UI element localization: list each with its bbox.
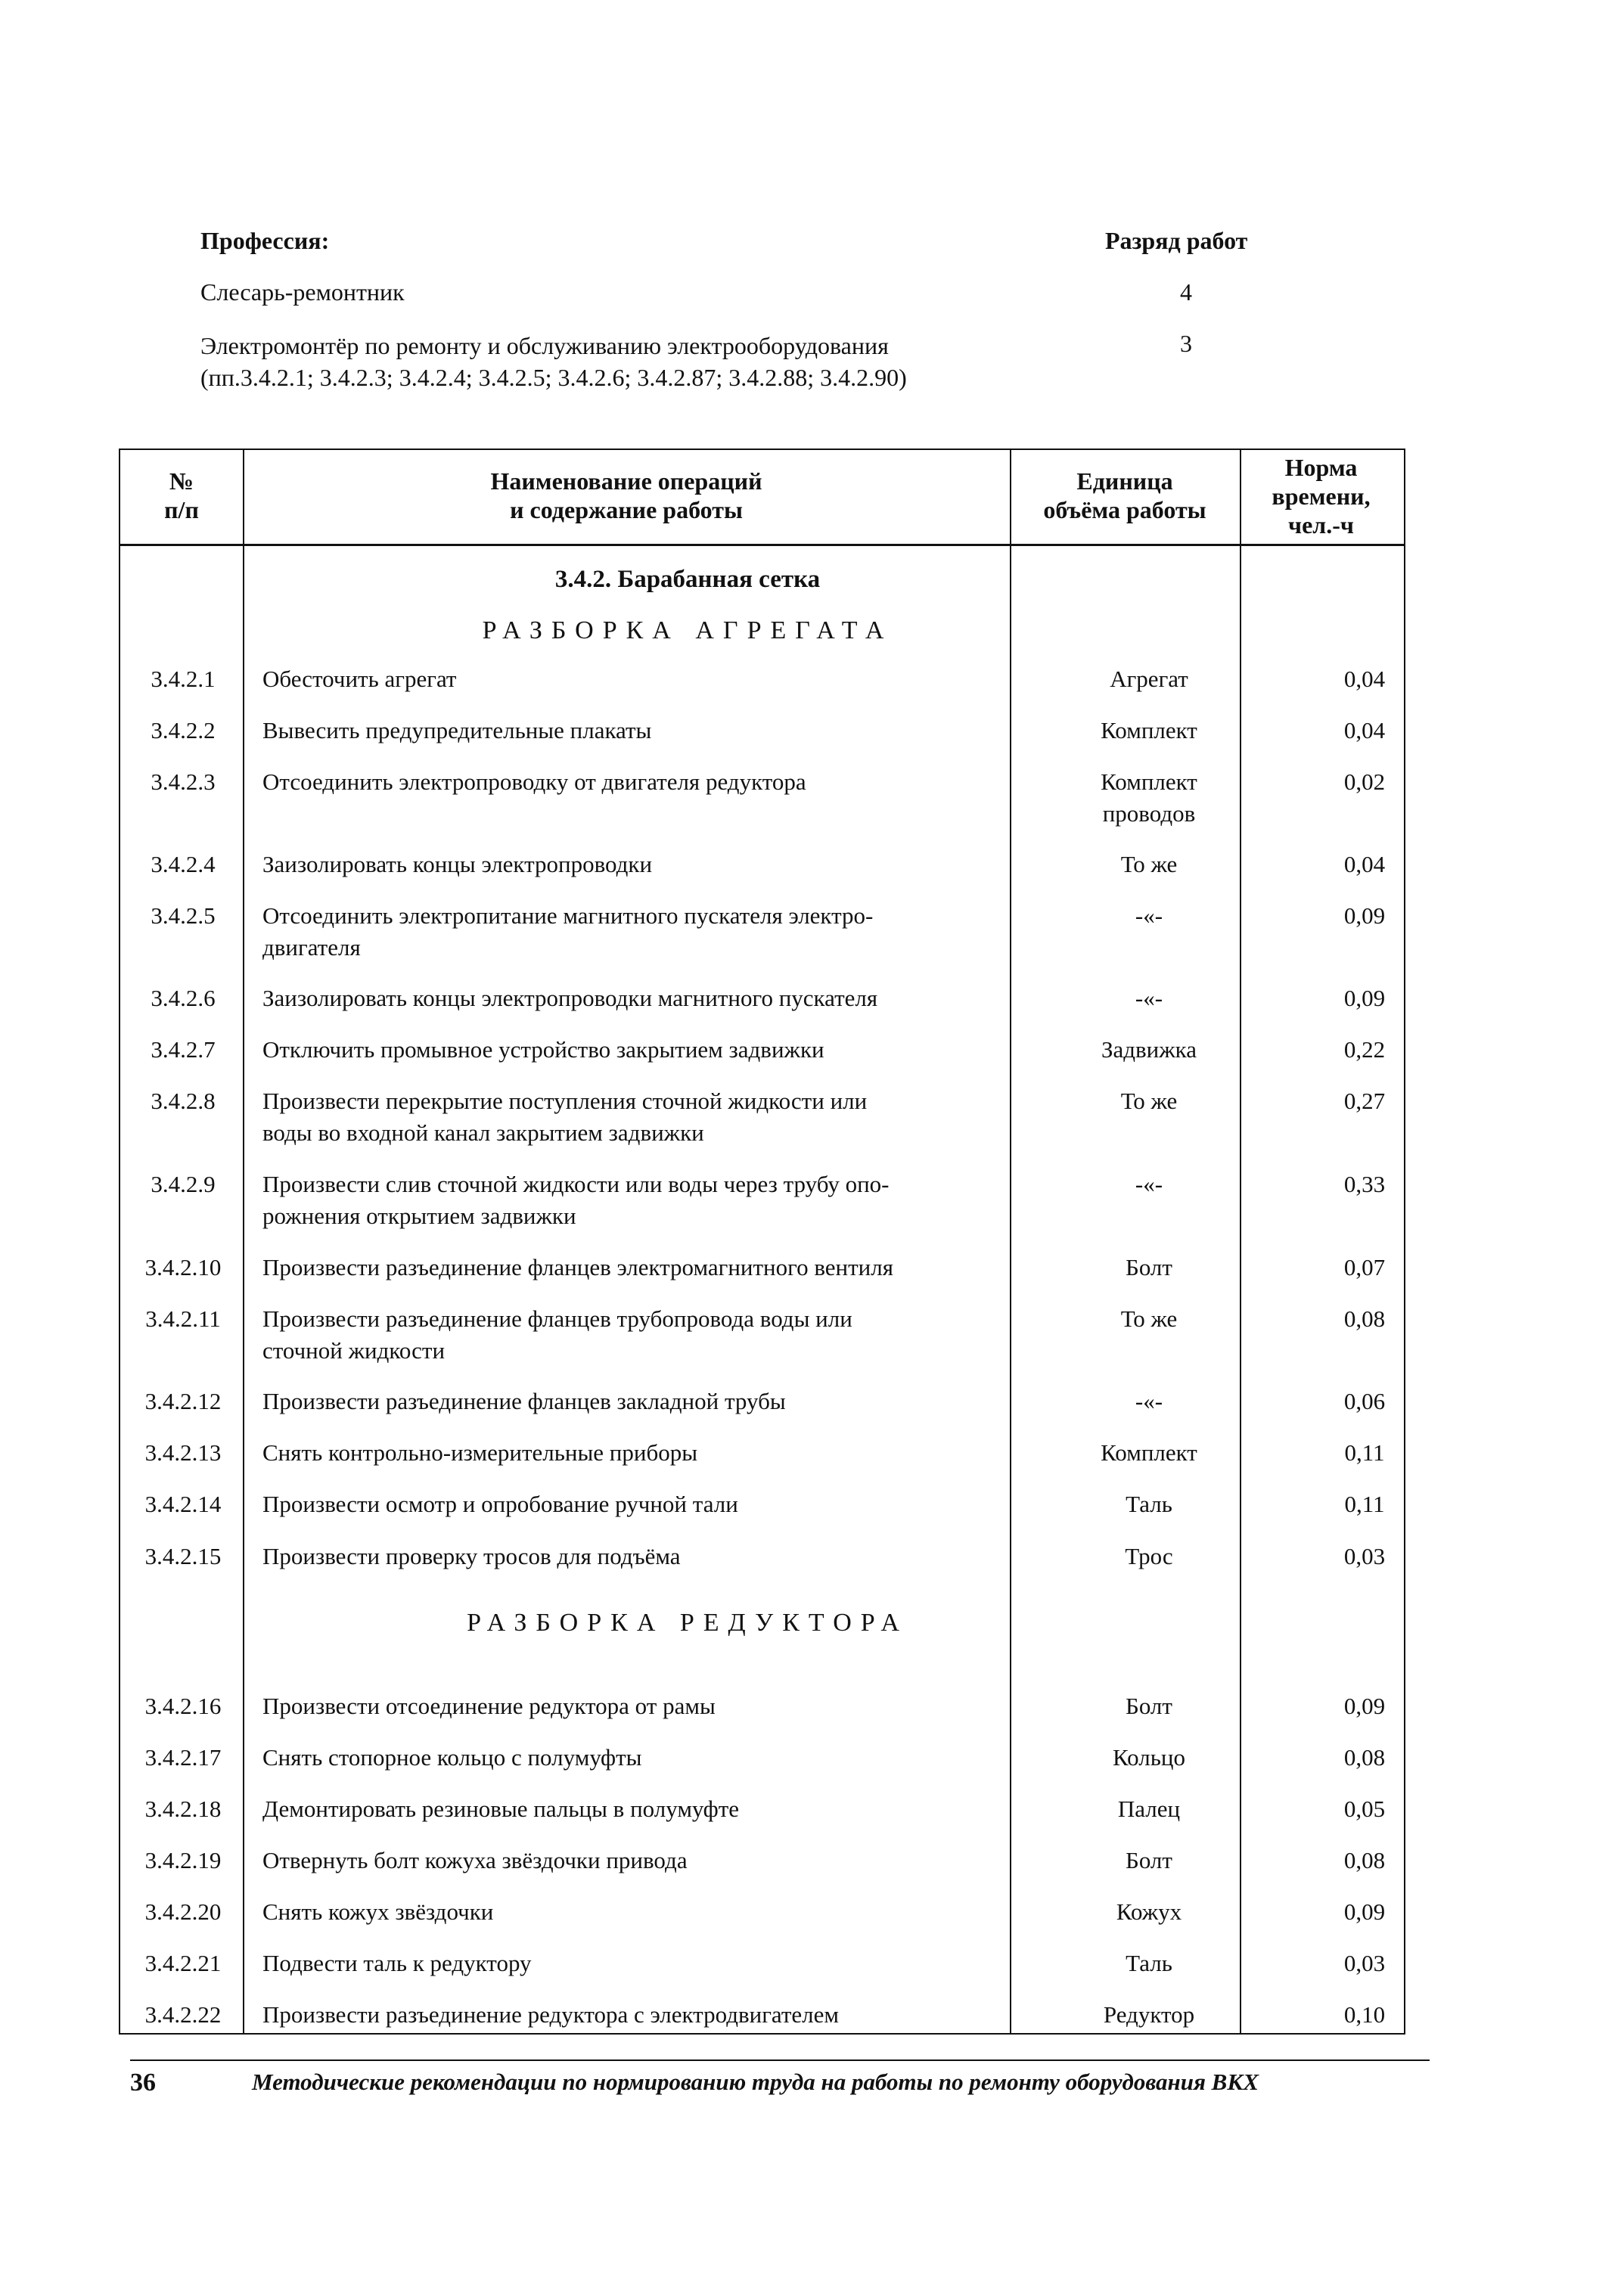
- unit-of-work: Болт: [1126, 1254, 1172, 1280]
- operation-name: Вывесить предупредительные плакаты: [262, 717, 652, 743]
- unit-of-work: -«-: [1135, 1171, 1163, 1197]
- time-norm: 0,09: [1343, 1693, 1386, 1719]
- row-number: 3.4.2.9: [151, 1171, 216, 1197]
- operation-name: Произвести отсоединение редуктора от рамы: [262, 1693, 716, 1719]
- row-number: 3.4.2.14: [144, 1491, 222, 1517]
- operation-name: Отсоединить электропитание магнитного пускателя электро-: [262, 902, 874, 929]
- row-number: 3.4.2.6: [151, 985, 216, 1011]
- operation-name-continued: сточной жидкости: [262, 1337, 446, 1364]
- operation-name: Снять стопорное кольцо с полумуфты: [262, 1744, 642, 1771]
- unit-of-work: Агрегат: [1110, 666, 1188, 692]
- time-norm: 0,08: [1343, 1744, 1386, 1771]
- time-norm: 0,05: [1343, 1796, 1386, 1822]
- unit-of-work: Палец: [1117, 1796, 1181, 1822]
- row-number: 3.4.2.8: [151, 1088, 216, 1114]
- row-number: 3.4.2.15: [144, 1543, 222, 1569]
- column-header-num-line2: п/п: [164, 496, 199, 523]
- column-header-norm-line2: времени,: [1272, 483, 1371, 510]
- profession-grade: 3: [1180, 330, 1192, 357]
- operation-name: Произвести разъединение фланцев электромагнитного вентиля: [262, 1254, 894, 1280]
- time-norm: 0,04: [1343, 717, 1386, 743]
- profession-name: [200, 330, 907, 393]
- operation-name-continued: воды во входной канал закрытием задвижки: [262, 1119, 704, 1146]
- unit-of-work: -«-: [1135, 1388, 1163, 1414]
- time-norm: 0,33: [1343, 1171, 1386, 1197]
- operation-name: Отвернуть болт кожуха звёздочки привода: [262, 1847, 688, 1873]
- operation-name: Произвести перекрытие поступления сточной жидкости или: [262, 1088, 868, 1114]
- time-norm: 0,08: [1343, 1847, 1386, 1873]
- operation-name: Заизолировать концы электропроводки: [262, 851, 653, 877]
- column-header-norm: [1240, 453, 1402, 539]
- time-norm: 0,07: [1343, 1254, 1386, 1280]
- profession-name: Слесарь-ремонтник: [200, 278, 405, 306]
- column-header-norm-line1: Норма: [1284, 454, 1358, 481]
- column-header-name-line2: и содержание работы: [510, 496, 743, 523]
- operation-name: Произвести проверку тросов для подъёма: [262, 1543, 681, 1569]
- operation-name: Снять кожух звёздочки: [262, 1898, 494, 1925]
- column-header-num: [120, 467, 243, 524]
- unit-of-work: То же: [1120, 1305, 1178, 1332]
- time-norm: 0,08: [1343, 1305, 1386, 1332]
- unit-of-work: Задвижка: [1101, 1036, 1197, 1063]
- operation-name: Произвести осмотр и опробование ручной тали: [262, 1491, 738, 1517]
- unit-of-work: -«-: [1135, 902, 1163, 929]
- column-header-num-line1: №: [169, 467, 194, 495]
- section-title: 3.4.2. Барабанная сетка: [554, 566, 821, 593]
- unit-of-work: Редуктор: [1103, 2001, 1195, 2028]
- operation-name: Заизолировать концы электропроводки магнитного пускателя: [262, 985, 878, 1011]
- row-number: 3.4.2.18: [144, 1796, 222, 1822]
- operation-name: Снять контрольно-измерительные приборы: [262, 1439, 698, 1466]
- time-norm: 0,22: [1343, 1036, 1386, 1063]
- unit-of-work: Кольцо: [1113, 1744, 1185, 1771]
- row-number: 3.4.2.4: [151, 851, 216, 877]
- unit-of-work: То же: [1120, 851, 1178, 877]
- operation-name: Произвести разъединение фланцев закладной трубы: [262, 1388, 786, 1414]
- unit-of-work: Трос: [1125, 1543, 1173, 1569]
- operation-name: Отключить промывное устройство закрытием задвижки: [262, 1036, 824, 1063]
- grade-label: Разряд работ: [1105, 227, 1248, 254]
- row-number: 3.4.2.16: [144, 1693, 222, 1719]
- row-number: 3.4.2.2: [151, 717, 216, 743]
- operation-name-continued: двигателя: [262, 934, 361, 961]
- operation-name: Отсоединить электропроводку от двигателя редуктора: [262, 768, 806, 795]
- row-number: 3.4.2.19: [144, 1847, 222, 1873]
- time-norm: 0,09: [1343, 1898, 1386, 1925]
- time-norm: 0,04: [1343, 666, 1386, 692]
- unit-of-work-continued: проводов: [1102, 800, 1196, 827]
- time-norm: 0,09: [1343, 902, 1386, 929]
- row-number: 3.4.2.1: [151, 666, 216, 692]
- unit-of-work: Болт: [1126, 1847, 1172, 1873]
- unit-of-work: Комплект: [1101, 1439, 1197, 1466]
- unit-of-work: -«-: [1135, 985, 1163, 1011]
- header-divider: [120, 544, 1404, 546]
- time-norm: 0,06: [1343, 1388, 1386, 1414]
- profession-name-line2: (пп.3.4.2.1; 3.4.2.3; 3.4.2.4; 3.4.2.5; 3.4.2.6; 3.4.2.87; 3.4.2.88; 3.4.2.90): [200, 364, 907, 391]
- operation-name: Обесточить агрегат: [262, 666, 457, 692]
- time-norm: 0,03: [1343, 1950, 1386, 1976]
- row-number: 3.4.2.17: [144, 1744, 222, 1771]
- norms-table: [119, 449, 1405, 2035]
- column-header-name: [243, 467, 1010, 524]
- row-number: 3.4.2.12: [144, 1388, 222, 1414]
- row-number: 3.4.2.13: [144, 1439, 222, 1466]
- operation-name: Произвести разъединение фланцев трубопровода воды или: [262, 1305, 852, 1332]
- subsection-title: РАЗБОРКА АГРЕГАТА: [482, 616, 893, 644]
- column-header-unit-line1: Единица: [1076, 467, 1173, 495]
- row-number: 3.4.2.10: [144, 1254, 222, 1280]
- unit-of-work: Таль: [1126, 1950, 1172, 1976]
- column-header-norm-line3: чел.-ч: [1288, 511, 1354, 539]
- operation-name: Демонтировать резиновые пальцы в полумуфте: [262, 1796, 740, 1822]
- profession-name-line1: Электромонтёр по ремонту и обслуживанию электрооборудования: [200, 332, 889, 359]
- profession-grade: 4: [1180, 278, 1192, 306]
- operation-name-continued: рожнения открытием задвижки: [262, 1203, 576, 1229]
- time-norm: 0,02: [1343, 768, 1386, 795]
- subsection-title: РАЗБОРКА РЕДУКТОРА: [467, 1609, 908, 1637]
- row-number: 3.4.2.20: [144, 1898, 222, 1925]
- operation-name: Произвести разъединение редуктора с электродвигателем: [262, 2001, 840, 2028]
- row-number: 3.4.2.3: [151, 768, 216, 795]
- footer-divider: [130, 2059, 1430, 2061]
- time-norm: 0,04: [1343, 851, 1386, 877]
- unit-of-work: То же: [1120, 1088, 1178, 1114]
- column-divider: [243, 450, 244, 2033]
- unit-of-work: Комплект: [1101, 768, 1197, 795]
- column-header-unit-line2: объёма работы: [1043, 496, 1206, 523]
- unit-of-work: Комплект: [1101, 717, 1197, 743]
- profession-label: Профессия:: [200, 227, 330, 254]
- time-norm: 0,10: [1343, 2001, 1386, 2028]
- time-norm: 0,27: [1343, 1088, 1386, 1114]
- unit-of-work: Кожух: [1116, 1898, 1182, 1925]
- column-header-name-line1: Наименование операций: [490, 467, 762, 495]
- time-norm: 0,11: [1344, 1439, 1385, 1466]
- time-norm: 0,03: [1343, 1543, 1386, 1569]
- row-number: 3.4.2.11: [145, 1305, 221, 1332]
- row-number: 3.4.2.5: [151, 902, 216, 929]
- page-number: 36: [130, 2069, 156, 2097]
- operation-name: Произвести слив сточной жидкости или воды через трубу опо-: [262, 1171, 890, 1197]
- time-norm: 0,11: [1344, 1491, 1385, 1517]
- unit-of-work: Болт: [1126, 1693, 1172, 1719]
- footer-caption: Методические рекомендации по нормированию труда на работы по ремонту оборудования ВКХ: [252, 2069, 1259, 2095]
- row-number: 3.4.2.7: [151, 1036, 216, 1063]
- time-norm: 0,09: [1343, 985, 1386, 1011]
- operation-name: Подвести таль к редуктору: [262, 1950, 532, 1976]
- column-header-unit: [1010, 467, 1240, 524]
- row-number: 3.4.2.22: [144, 2001, 222, 2028]
- unit-of-work: Таль: [1126, 1491, 1172, 1517]
- row-number: 3.4.2.21: [144, 1950, 222, 1976]
